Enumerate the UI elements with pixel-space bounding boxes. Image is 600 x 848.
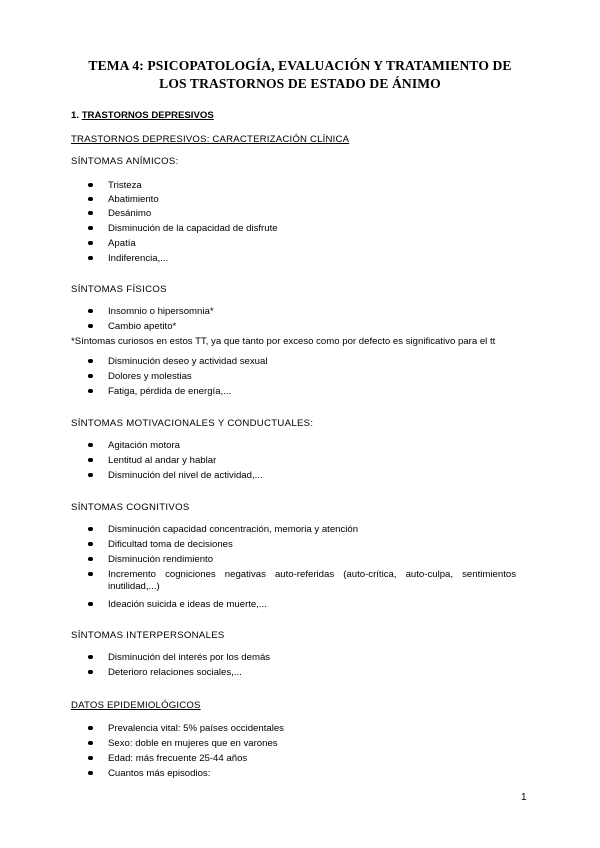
clinical-heading: TRASTORNOS DEPRESIVOS: CARACTERIZACIÓN CLÍNICA	[71, 134, 350, 145]
animicos-title: SÍNTOMAS ANÍMICOS:	[71, 156, 179, 167]
document-title	[60, 57, 540, 93]
title-line-1: TEMA 4: PSICOPATOLOGÍA, EVALUACIÓN Y TRATAMIENTO DE	[88, 58, 512, 73]
cognitivos-title: SÍNTOMAS COGNITIVOS	[71, 502, 190, 513]
title-line-2: LOS TRASTORNOS DE ESTADO DE ÁNIMO	[159, 76, 441, 91]
section-number: 1.	[71, 110, 80, 121]
footnote: *Síntomas curiosos en estos TT, ya que tanto por exceso como por defecto es significativo para el tt	[71, 336, 496, 347]
document-page: TEMA 4: PSICOPATOLOGÍA, EVALUACIÓN Y TRATAMIENTO DE LOS TRASTORNOS DE ESTADO DE ÁNIMO 1. TRASTORNOS DEPRESIVOS TRASTORNOS DEPRESIVOS: CARACTERIZACIÓN CLÍNICA SÍNTOMAS ANÍMICOS: Tristeza Abatimiento Desánimo Disminución de la capacidad de disfrute Apatía Indiferencia,... SÍNTOMAS FÍSICOS Insomnio o hipersomnia* Cambio apetito* *Síntomas curiosos en estos TT, ya que tanto por exceso como por defecto es significativo para el tt Disminución deseo y actividad sexual Dolores y molestias Fatiga, pérdida de energía,... SÍNTOMAS MOTIVACIONALES Y CONDUCTUALES: Agitación motora Lentitud al andar y hablar Disminución del nivel de actividad,... SÍNTOMAS COGNITIVOS Disminución capacidad concentración, memoria y atención Dificultad toma de decisiones Disminución rendimiento Incremento cogniciones negativas auto-referidas (auto-crítica, auto-culpa, sentimientos inutilidad,...) Ideación suicida e ideas de muerte,... SÍNTOMAS INTERPERSONALES Disminución del interés por los demás Deterioro relaciones sociales,... DATOS EPIDEMIOLÓGICOS Prevalencia vital: 5% países occidentales Sexo: doble en mujeres que en varones Edad: más frecuente 25-44 años Cuantos más episodios: 1	[0, 0, 600, 848]
motivacionales-title: SÍNTOMAS MOTIVACIONALES Y CONDUCTUALES:	[71, 418, 314, 429]
interpersonales-title: SÍNTOMAS INTERPERSONALES	[71, 630, 225, 641]
fisicos-title: SÍNTOMAS FÍSICOS	[71, 284, 167, 295]
epidemiologia-heading: DATOS EPIDEMIOLÓGICOS	[71, 700, 201, 711]
page-number: 1	[521, 792, 527, 803]
section-heading	[71, 110, 214, 122]
section-heading-text: TRASTORNOS DEPRESIVOS	[81, 110, 214, 121]
